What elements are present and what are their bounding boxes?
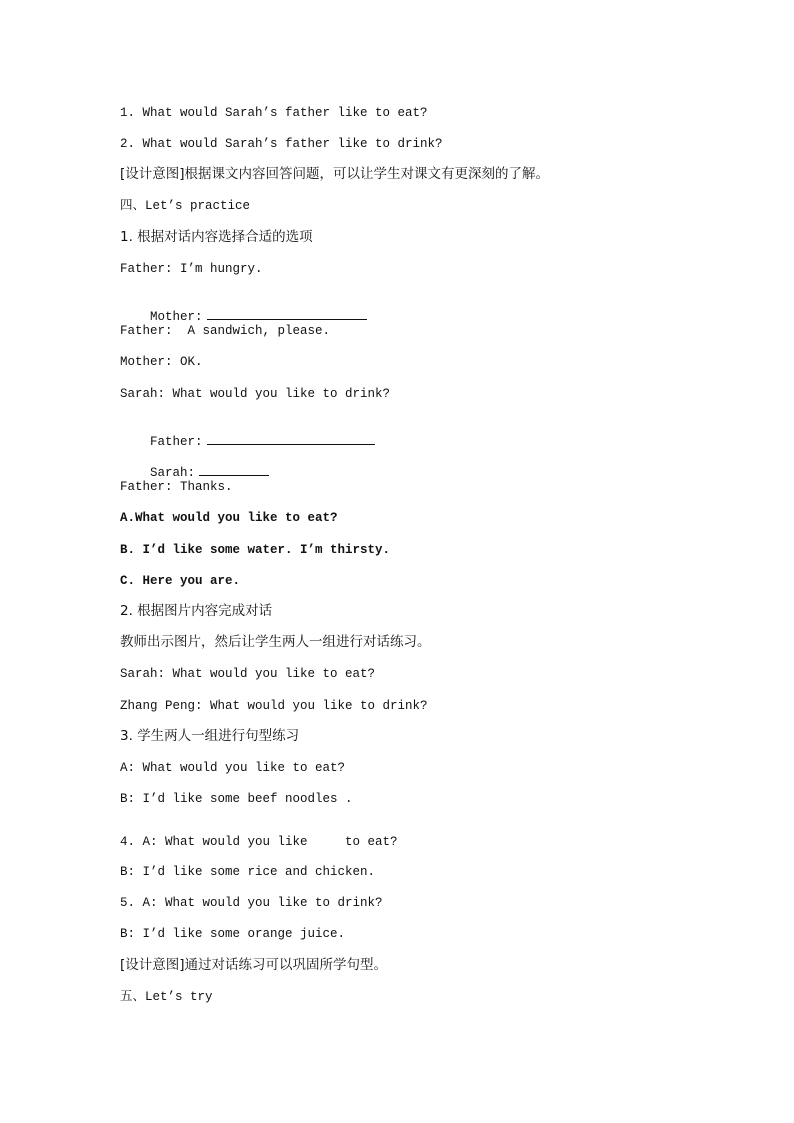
dialogue-line-4: Mother: OK.: [120, 355, 203, 369]
option-a: A.What would you like to eat?: [120, 511, 338, 525]
exercise-2-title: 2. 根据图片内容完成对话: [120, 603, 273, 619]
exercise-1-title: 1. 根据对话内容选择合适的选项: [120, 229, 313, 245]
exercise-5-line-a: 5. A: What would you like to drink?: [120, 896, 383, 910]
answer-blank: [199, 464, 269, 476]
exercise-2-line-2: Zhang Peng: What would you like to drink?: [120, 699, 428, 713]
dialogue-line-1: Father: I’m hungry.: [120, 262, 263, 276]
section-heading-practice: 四、Let’s practice: [120, 199, 251, 213]
exercise-5-line-b: B: I’d like some orange juice.: [120, 927, 346, 941]
dialogue-line-8: Father: Thanks.: [120, 480, 233, 494]
dialogue-line-3: Father: A sandwich, please.: [120, 324, 331, 338]
section-heading-try: 五、Let’s try: [120, 990, 213, 1004]
design-intent-1: [设计意图]根据课文内容回答问题，可以让学生对课文有更深刻的了解。: [120, 166, 550, 182]
design-intent-2: [设计意图]通过对话练习可以巩固所学句型。: [120, 957, 388, 973]
exercise-3-title: 3. 学生两人一组进行句型练习: [120, 728, 300, 744]
question-1: 1. What would Sarah’s father like to eat?: [120, 106, 428, 120]
question-2: 2. What would Sarah’s father like to drink?: [120, 137, 443, 151]
speaker-label: Mother:: [150, 310, 203, 324]
speaker-label: Father:: [150, 435, 203, 449]
exercise-2-description: 教师出示图片，然后让学生两人一组进行对话练习。: [120, 634, 431, 650]
answer-blank: [207, 433, 375, 445]
exercise-4-line-a: 4. A: What would you like to eat?: [120, 835, 398, 849]
exercise-2-line-1: Sarah: What would you like to eat?: [120, 667, 376, 681]
speaker-label: Sarah:: [150, 466, 196, 480]
exercise-3-line-a: A: What would you like to eat?: [120, 761, 346, 775]
answer-blank: [207, 308, 367, 320]
option-b: B. I’d like some water. I’m thirsty.: [120, 543, 391, 557]
option-c: C. Here you are.: [120, 574, 241, 588]
exercise-4-line-b: B: I’d like some rice and chicken.: [120, 865, 376, 879]
exercise-3-line-b: B: I’d like some beef noodles .: [120, 792, 353, 806]
dialogue-line-5: Sarah: What would you like to drink?: [120, 387, 391, 401]
